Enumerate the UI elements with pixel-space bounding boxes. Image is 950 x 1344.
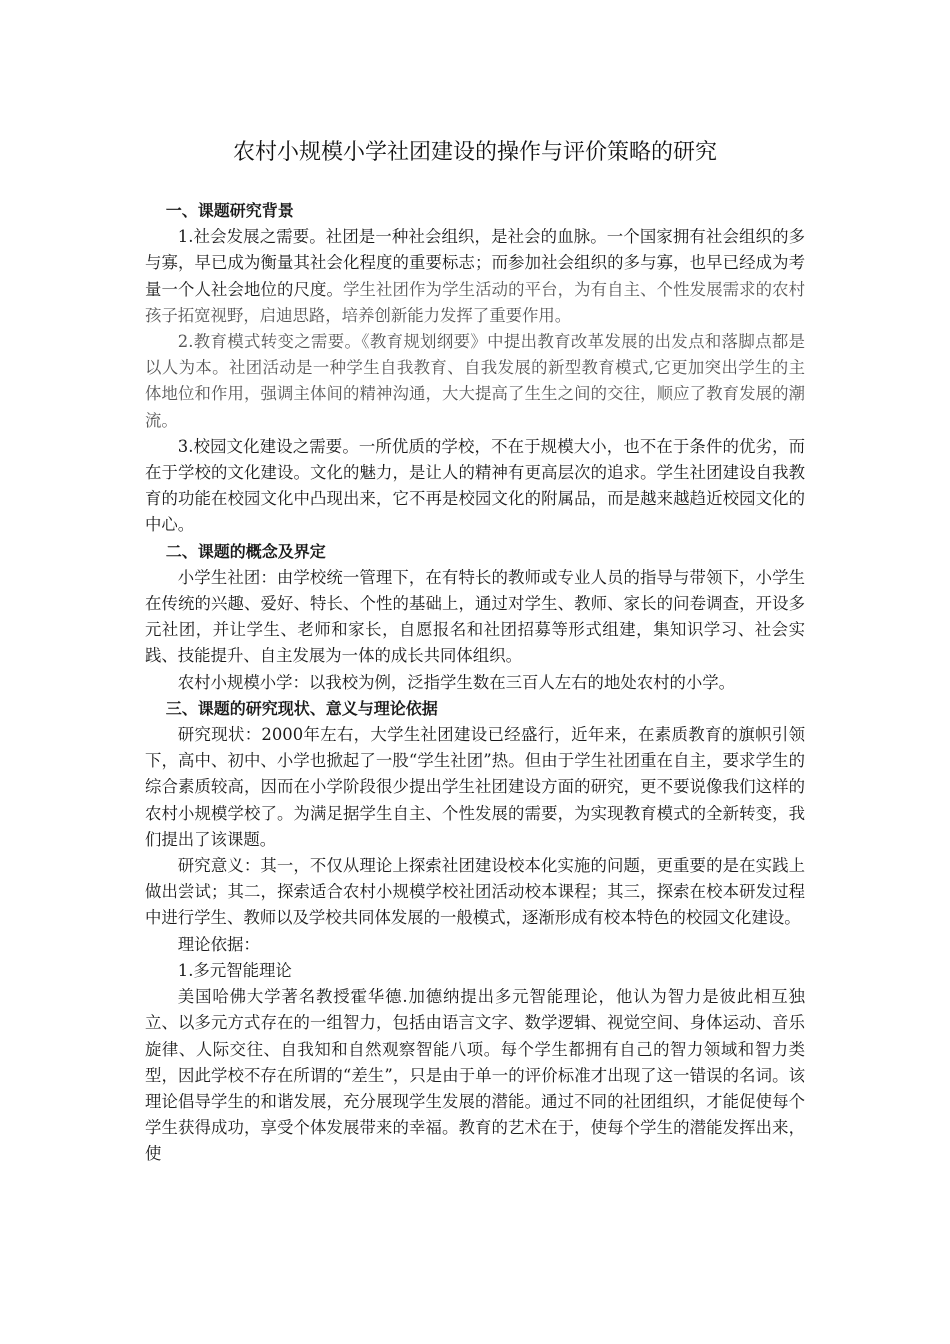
paragraph-social-need-text: 1.社会发展之需要。社团是一种社会组织，是社会的血脉。一个国家拥有社会组织的多与寡，早已成为衡量其社会化程度的重要标志；而参加社会组织的多与寡，也早已经成为考量一个人社会地位的尺度。 <box>145 227 805 299</box>
paragraph-campus-culture: 3.校园文化建设之需要。一所优质的学校，不在于规模大小，也不在于条件的优劣，而在于学校的文化建设。文化的魅力，是让人的精神有更高层次的追求。学生社团建设自我教育的功能在校园文化中凸现出来，它不再是校园文化的附属品，而是越来越趋近校园文化的中心。 <box>145 436 805 535</box>
paragraph-research-significance: 研究意义：其一，不仅从理论上探索社团建设校本化实施的问题，更重要的是在实践上做出尝试；其二，探索适合农村小规模学校社团活动校本课程；其三，探索在校本研发过程中进行学生、教师以及学校共同体发展的一般模式，逐渐形成有校本特色的校园文化建设。 <box>145 856 805 928</box>
section-heading-concept: 二、课题的概念及界定 <box>165 541 326 561</box>
paragraph-research-status: 研究现状：2000年左右，大学生社团建设已经盛行，近年来，在素质教育的旗帜引领下，高中、初中、小学也掀起了一股“学生社团”热。但由于学生社团重在自主，要求学生的综合素质较高，因而在小学阶段很少提出学生社团建设方面的研究，更不要说像我们这样的农村小规模学校了。为满足据学生自主、个性发展的需要，为实现教育模式的全新转变，我们提出了该课题。 <box>145 725 805 849</box>
document-body <box>145 198 805 1168</box>
section-heading-status-significance: 三、课题的研究现状、意义与理论依据 <box>165 698 438 718</box>
paragraph-education-mode: 2.教育模式转变之需要。《教育规划纲要》中提出教育改革发展的出发点和落脚点都是以人为本。社团活动是一种学生自我教育、自我发展的新型教育模式,它更加突出学生的主体地位和作用，强调主体间的精神沟通，大大提高了生生之间的交往，顺应了教育发展的潮流。 <box>145 332 805 430</box>
paragraph-social-need-text-gray: 学生社团作为学生活动的平台，为有自主、个性发展需求的农村孩子拓宽视野，启迪思路，培养创新能力发挥了重要作用。 <box>145 279 806 325</box>
document-title: 农村小规模小学社团建设的操作与评价策略的研究 <box>232 140 717 165</box>
paragraph-multiple-intelligences-heading: 1.多元智能理论 <box>177 960 292 980</box>
section-heading-background: 一、课题研究背景 <box>165 201 294 220</box>
document-page <box>145 0 805 1344</box>
paragraph-theory-basis-label: 理论依据： <box>177 934 260 954</box>
paragraph-multiple-intelligences: 美国哈佛大学著名教授霍华德.加德纳提出多元智能理论，他认为智力是彼此相互独立、以多元方式存在的一组智力，包括由语言文字、数学逻辑、视觉空间、身体运动、音乐旋律、人际交往、自我知和自然观察智能八项。每个学生都拥有自己的智力领域和智力类型，因此学校不存在所谓的“差生”，只是由于单一的评价标准才出现了这一错误的名词。该理论倡导学生的和谐发展，充分展现学生发展的潜能。通过不同的社团组织，才能促使每个学生获得成功，享受个体发展带来的幸福。教育的艺术在于，使每个学生的潜能发挥出来，使 <box>145 987 805 1164</box>
paragraph-small-rural-school-definition: 农村小规模小学：以我校为例，泛指学生数在三百人左右的地处农村的小学。 <box>177 672 736 692</box>
paragraph-student-club-definition: 小学生社团：由学校统一管理下，在有特长的教师或专业人员的指导与带领下，小学生在传统的兴趣、爱好、特长、个性的基础上，通过对学生、教师、家长的问卷调查，开设多元社团，并让学生、老师和家长，自愿报名和社团招募等形式组建，集知识学习、社会实践、技能提升、自主发展为一体的成长共同体组织。 <box>145 567 805 666</box>
paragraph-social-need <box>145 224 805 329</box>
